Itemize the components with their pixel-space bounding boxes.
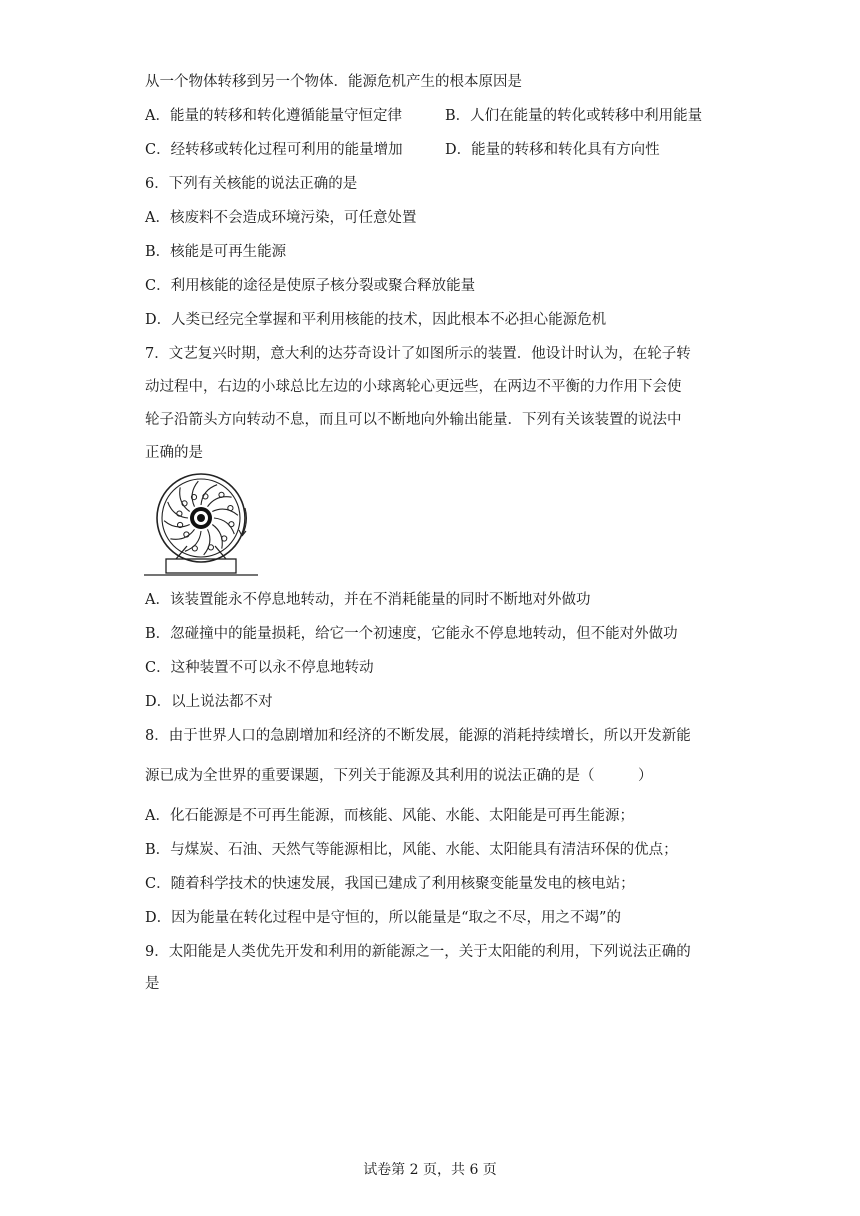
- q6-option-a: A．核废料不会造成环境污染，可任意处置: [145, 210, 417, 226]
- q7-option-d: D．以上说法都不对: [145, 694, 273, 710]
- wheel-ball: [192, 546, 197, 551]
- wheel-spoke: [204, 529, 210, 555]
- q6-stem: 6．下列有关核能的说法正确的是: [145, 176, 358, 192]
- q7-stem-line-2: 动过程中，右边的小球总比左边的小球离轮心更远些，在两边不平衡的力作用下会使: [145, 379, 682, 395]
- wheel-spoke: [170, 529, 194, 539]
- wheel-ball: [208, 545, 213, 550]
- wheel-spoke: [214, 518, 234, 534]
- perpetual-motion-wheel-figure: [142, 470, 262, 580]
- wheel-spoke: [192, 481, 198, 507]
- q8-option-d: D．因为能量在转化过程中是守恒的，所以能量是“取之不尽，用之不竭”的: [145, 910, 621, 926]
- wheel-spoke: [208, 497, 232, 507]
- q7-option-a: A．该装置能永不停息地转动，并在不消耗能量的同时不断地对外做功: [145, 592, 591, 608]
- q6-option-c: C．利用核能的途径是使原子核分裂或聚合释放能量: [145, 278, 476, 294]
- q9-stem-line-1: 9．太阳能是人类优先开发和利用的新能源之一，关于太阳能的利用，下列说法正确的: [145, 944, 691, 960]
- wheel-spoke: [164, 521, 190, 527]
- wheel-spoke: [212, 525, 222, 549]
- q5-option-d: D．能量的转移和转化具有方向性: [445, 142, 660, 158]
- q8-option-b: B．与煤炭、石油、天然气等能源相比，风能、水能、太阳能具有清洁环保的优点；: [145, 842, 678, 858]
- q7-stem-line-1: 7．文艺复兴时期，意大利的达芬奇设计了如图所示的装置．他设计时认为，在轮子转: [145, 346, 691, 362]
- q8-stem-line-2: 源已成为全世界的重要课题，下列关于能源及其利用的说法正确的是（ ）: [145, 768, 653, 784]
- q5-option-c: C．经转移或转化过程可利用的能量增加: [145, 142, 403, 158]
- q7-option-b: B．忽碰撞中的能量损耗，给它一个初速度，它能永不停息地转动，但不能对外做功: [145, 626, 678, 642]
- q8-stem-line-1: 8．由于世界人口的急剧增加和经济的不断发展，能源的消耗持续增长，所以开发新能: [145, 728, 691, 744]
- q9-stem-line-2: 是: [145, 976, 160, 992]
- q5-option-b: B．人们在能量的转化或转移中利用能量: [445, 108, 703, 124]
- q8-option-a: A．化石能源是不可再生能源，而核能、风能、水能、太阳能是可再生能源；: [145, 808, 634, 824]
- q7-stem-line-4: 正确的是: [145, 445, 203, 461]
- wheel-spoke: [180, 487, 190, 511]
- page-footer: 试卷第 2 页，共 6 页: [363, 1162, 497, 1178]
- q6-option-d: D．人类已经完全掌握和平利用核能的技术，因此根本不必担心能源危机: [145, 312, 607, 328]
- wheel-spoke: [185, 531, 201, 551]
- wheel-spoke: [212, 509, 238, 515]
- wheel-ball: [229, 522, 234, 527]
- q7-stem-line-3: 轮子沿箭头方向转动不息，而且可以不断地向外输出能量．下列有关该装置的说法中: [145, 412, 682, 428]
- q5-stem-continuation: 从一个物体转移到另一个物体．能源危机产生的根本原因是: [145, 74, 522, 90]
- q7-option-c: C．这种装置不可以永不停息地转动: [145, 660, 374, 676]
- wheel-ball: [228, 506, 233, 511]
- q8-option-c: C．随着科学技术的快速发展，我国已建成了利用核聚变能量发电的核电站；: [145, 876, 635, 892]
- q5-option-a: A．能量的转移和转化遵循能量守恒定律: [145, 108, 402, 124]
- q6-option-b: B．核能是可再生能源: [145, 244, 287, 260]
